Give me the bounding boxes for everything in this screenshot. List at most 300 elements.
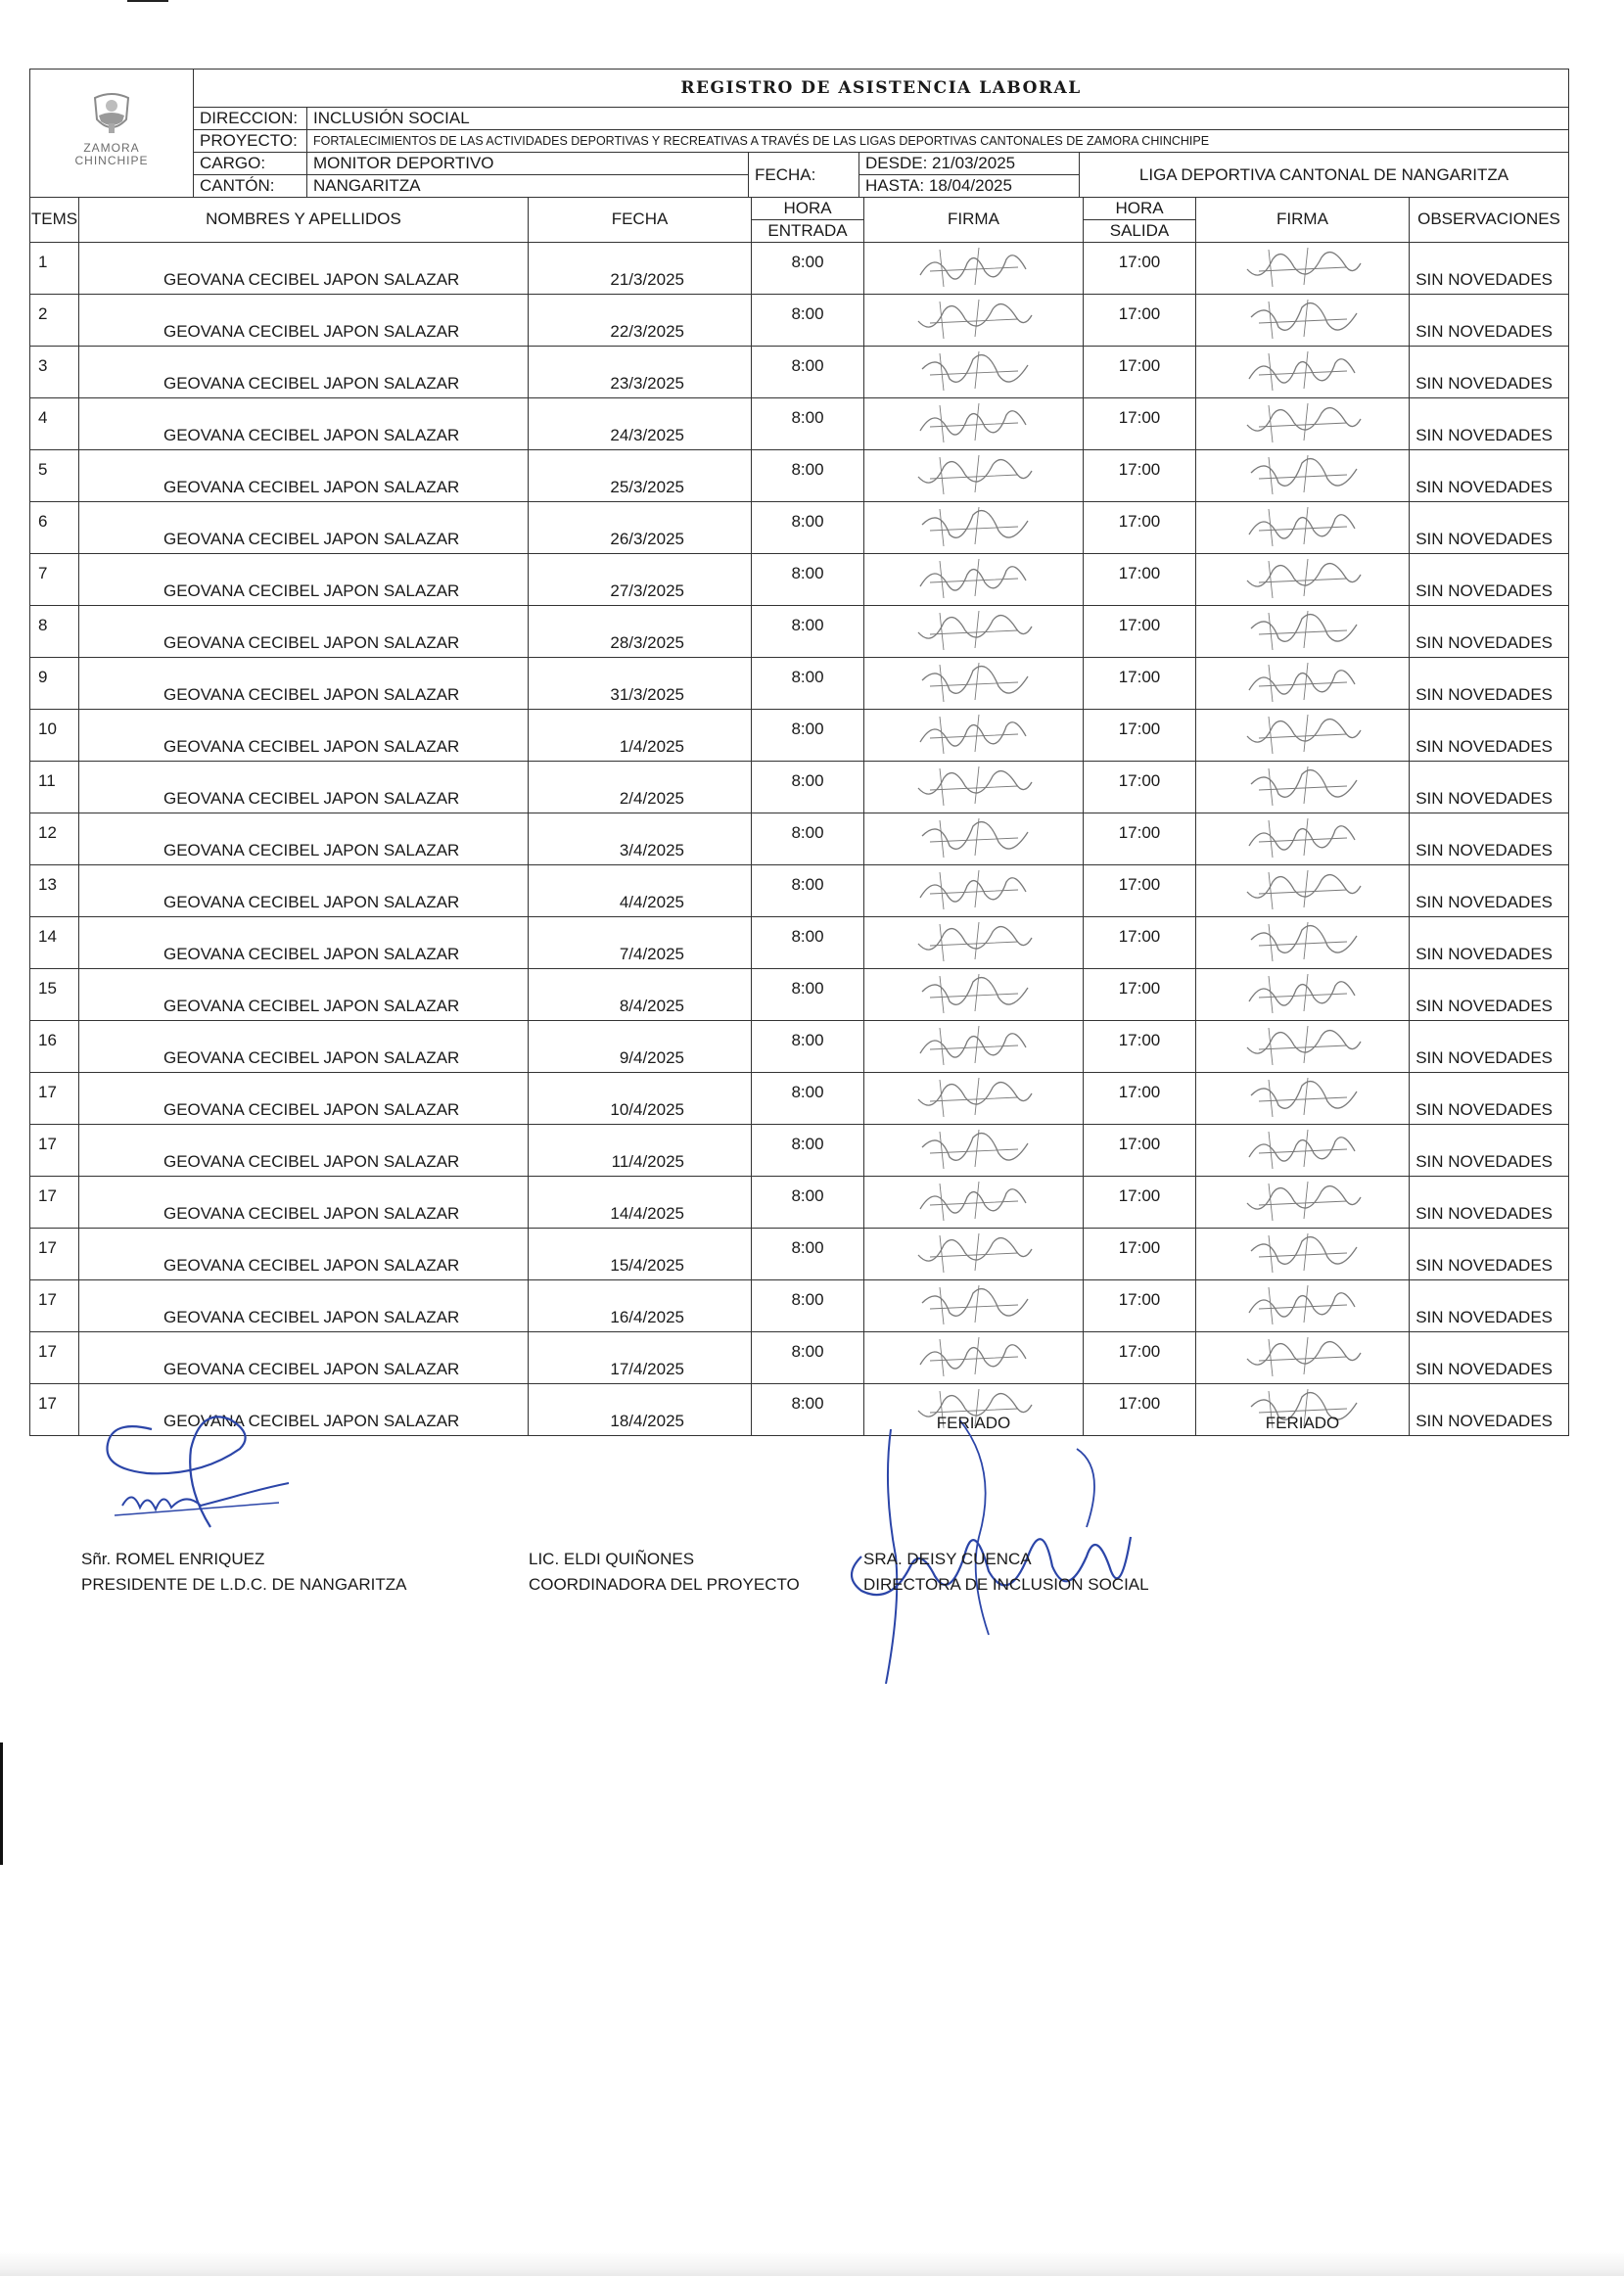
handwritten-signature-icon <box>1239 453 1367 496</box>
row-time-in <box>752 605 864 657</box>
footer-signatures <box>0 1390 1624 1703</box>
col-fecha: FECHA <box>529 197 752 242</box>
sign-out-cell <box>1196 553 1410 605</box>
row-time-out <box>1084 1331 1196 1383</box>
row-item-number <box>30 1072 79 1124</box>
row-date: 31/3/2025 <box>529 657 752 709</box>
row-time-out-text: 17:00 <box>1118 874 1161 894</box>
sign-out-cell <box>1196 1228 1410 1279</box>
row-time-in <box>752 813 864 864</box>
signatory-president <box>81 1547 407 1598</box>
handwritten-signature-icon <box>1239 557 1367 600</box>
row-name: GEOVANA CECIBEL JAPON SALAZAR <box>79 501 529 553</box>
row-item-number-text: 4 <box>38 407 48 427</box>
logo-text-line1: ZAMORA <box>83 141 140 155</box>
row-name: GEOVANA CECIBEL JAPON SALAZAR <box>79 605 529 657</box>
row-item-number-text: 1 <box>38 252 48 271</box>
handwritten-signature-icon <box>910 505 1038 548</box>
signatory-director-title: DIRECTORA DE INCLUSION SOCIAL <box>863 1575 1149 1594</box>
col-firma-entrada: FIRMA <box>864 197 1084 242</box>
row-item-number <box>30 1331 79 1383</box>
signatory-president-name: Sñr. ROMEL ENRIQUEZ <box>81 1550 265 1568</box>
row-time-out-text: 17:00 <box>1118 1237 1161 1257</box>
row-time-in-text: 8:00 <box>791 926 824 946</box>
row-date: 27/3/2025 <box>529 553 752 605</box>
handwritten-signature-icon <box>1239 1128 1367 1171</box>
row-time-in <box>752 346 864 397</box>
row-name: GEOVANA CECIBEL JAPON SALAZAR <box>79 1228 529 1279</box>
sign-out-cell <box>1196 968 1410 1020</box>
row-item-number-text: 17 <box>38 1289 57 1309</box>
row-time-in-text: 8:00 <box>791 1082 824 1101</box>
handwritten-signature-icon <box>1239 609 1367 652</box>
row-time-out-text: 17:00 <box>1118 407 1161 427</box>
sign-out-cell <box>1196 813 1410 864</box>
feriado-label: FERIADO <box>936 1413 1011 1432</box>
row-time-out-text: 17:00 <box>1118 770 1161 790</box>
row-time-out-text: 17:00 <box>1118 1393 1161 1413</box>
handwritten-signature-icon <box>910 868 1038 911</box>
handwritten-signature-icon <box>1239 246 1367 289</box>
row-date: 10/4/2025 <box>529 1072 752 1124</box>
row-date: 7/4/2025 <box>529 916 752 968</box>
handwritten-signature-icon <box>910 1180 1038 1223</box>
sign-out-cell <box>1196 1072 1410 1124</box>
row-time-out-text: 17:00 <box>1118 926 1161 946</box>
handwritten-signature-icon <box>910 609 1038 652</box>
sign-in-cell <box>864 397 1084 449</box>
row-time-in-text: 8:00 <box>791 978 824 998</box>
sign-out-cell <box>1196 501 1410 553</box>
row-item-number <box>30 1228 79 1279</box>
sign-out-cell <box>1196 605 1410 657</box>
row-item-number <box>30 864 79 916</box>
row-item-number-text: 5 <box>38 459 48 479</box>
row-time-out <box>1084 294 1196 346</box>
row-observaciones: SIN NOVEDADES <box>1410 1020 1569 1072</box>
row-time-out-text: 17:00 <box>1118 822 1161 842</box>
col-firma-salida: FIRMA <box>1196 197 1410 242</box>
row-observaciones: SIN NOVEDADES <box>1410 916 1569 968</box>
cargo-label: CARGO: <box>194 153 307 175</box>
row-item-number <box>30 761 79 813</box>
row-item-number <box>30 346 79 397</box>
sign-out-cell <box>1196 294 1410 346</box>
handwritten-signature-icon <box>910 453 1038 496</box>
scan-edge-mark <box>127 0 168 2</box>
handwritten-signature-icon <box>1239 661 1367 704</box>
row-time-out-text: 17:00 <box>1118 719 1161 738</box>
row-time-in-text: 8:00 <box>791 252 824 271</box>
row-observaciones: SIN NOVEDADES <box>1410 1124 1569 1176</box>
sign-out-cell <box>1196 1331 1410 1383</box>
attendance-sheet <box>29 69 1568 1436</box>
sign-in-cell <box>864 1176 1084 1228</box>
row-item-number <box>30 605 79 657</box>
crest-icon <box>89 90 134 137</box>
sign-out-cell <box>1196 657 1410 709</box>
handwritten-signature-icon <box>910 972 1038 1015</box>
row-time-in-text: 8:00 <box>791 1185 824 1205</box>
attendance-rows <box>30 242 1569 1435</box>
proyecto-value: FORTALECIMIENTOS DE LAS ACTIVIDADES DEPORTIVAS Y RECREATIVAS A TRAVÉS DE LAS LIGAS DEPORTIVAS CANTONALES DE ZAMORA CHINCHIPE <box>307 130 1569 153</box>
row-date: 23/3/2025 <box>529 346 752 397</box>
sign-out-cell <box>1196 864 1410 916</box>
row-name: GEOVANA CECIBEL JAPON SALAZAR <box>79 553 529 605</box>
row-time-in <box>752 916 864 968</box>
handwritten-signature-icon <box>1239 1024 1367 1067</box>
proyecto-label: PROYECTO: <box>194 130 307 153</box>
row-time-in <box>752 553 864 605</box>
sign-in-cell <box>864 294 1084 346</box>
logo-text-line2: CHINCHIPE <box>74 154 149 167</box>
scan-edge-bar <box>0 1742 3 1865</box>
row-item-number-text: 14 <box>38 926 57 946</box>
row-time-in <box>752 449 864 501</box>
sign-in-cell <box>864 1072 1084 1124</box>
row-name: GEOVANA CECIBEL JAPON SALAZAR <box>79 968 529 1020</box>
row-time-out <box>1084 1228 1196 1279</box>
row-item-number <box>30 709 79 761</box>
table-row <box>30 553 1569 605</box>
row-item-number-text: 13 <box>38 874 57 894</box>
handwritten-signature-icon <box>910 298 1038 341</box>
row-item-number-text: 17 <box>38 1185 57 1205</box>
row-time-in <box>752 1228 864 1279</box>
row-date: 11/4/2025 <box>529 1124 752 1176</box>
sign-in-cell <box>864 1020 1084 1072</box>
row-item-number-text: 17 <box>38 1082 57 1101</box>
handwritten-signature-icon <box>1239 349 1367 393</box>
table-row <box>30 1331 1569 1383</box>
desde-value: DESDE: 21/03/2025 <box>859 153 1080 175</box>
row-observaciones: SIN NOVEDADES <box>1410 1279 1569 1331</box>
row-item-number <box>30 449 79 501</box>
row-item-number <box>30 657 79 709</box>
handwritten-signature-icon <box>1239 972 1367 1015</box>
signatory-director <box>863 1547 1149 1598</box>
row-item-number <box>30 553 79 605</box>
sign-out-cell <box>1196 449 1410 501</box>
row-observaciones: SIN NOVEDADES <box>1410 709 1569 761</box>
row-time-out-text: 17:00 <box>1118 1082 1161 1101</box>
row-time-out-text: 17:00 <box>1118 459 1161 479</box>
row-observaciones: SIN NOVEDADES <box>1410 553 1569 605</box>
sign-out-cell <box>1196 916 1410 968</box>
row-time-in-text: 8:00 <box>791 407 824 427</box>
signatory-coordinator-title: COORDINADORA DEL PROYECTO <box>529 1575 800 1594</box>
row-time-out <box>1084 916 1196 968</box>
handwritten-signature-icon <box>1239 1231 1367 1275</box>
sign-out-cell <box>1196 1020 1410 1072</box>
row-time-out <box>1084 605 1196 657</box>
handwritten-signature-icon <box>910 349 1038 393</box>
canton-value: NANGARITZA <box>307 175 749 198</box>
document-title: REGISTRO DE ASISTENCIA LABORAL <box>194 70 1569 108</box>
row-observaciones: SIN NOVEDADES <box>1410 294 1569 346</box>
row-time-out <box>1084 1279 1196 1331</box>
row-time-in-text: 8:00 <box>791 303 824 323</box>
handwritten-signature-icon <box>1239 713 1367 756</box>
row-name: GEOVANA CECIBEL JAPON SALAZAR <box>79 1176 529 1228</box>
row-time-in <box>752 657 864 709</box>
table-row <box>30 346 1569 397</box>
row-time-in-text: 8:00 <box>791 667 824 686</box>
row-item-number <box>30 501 79 553</box>
row-time-out-text: 17:00 <box>1118 1185 1161 1205</box>
row-time-in-text: 8:00 <box>791 459 824 479</box>
row-time-out-text: 17:00 <box>1118 667 1161 686</box>
row-time-out <box>1084 864 1196 916</box>
row-time-in-text: 8:00 <box>791 1341 824 1361</box>
handwritten-signature-icon <box>910 1024 1038 1067</box>
handwritten-signature-icon <box>910 557 1038 600</box>
row-time-in-text: 8:00 <box>791 770 824 790</box>
liga-name: LIGA DEPORTIVA CANTONAL DE NANGARITZA <box>1080 153 1569 198</box>
row-name: GEOVANA CECIBEL JAPON SALAZAR <box>79 1124 529 1176</box>
table-row <box>30 1176 1569 1228</box>
row-observaciones: SIN NOVEDADES <box>1410 501 1569 553</box>
row-time-in-text: 8:00 <box>791 563 824 582</box>
row-observaciones: SIN NOVEDADES <box>1410 864 1569 916</box>
row-time-in <box>752 501 864 553</box>
sign-out-cell <box>1196 1124 1410 1176</box>
handwritten-signature-icon <box>1239 765 1367 808</box>
row-name: GEOVANA CECIBEL JAPON SALAZAR <box>79 657 529 709</box>
row-item-number <box>30 1020 79 1072</box>
row-time-in-text: 8:00 <box>791 1289 824 1309</box>
handwritten-signature-icon <box>910 1231 1038 1275</box>
canton-label: CANTÓN: <box>194 175 307 198</box>
row-date: 3/4/2025 <box>529 813 752 864</box>
row-time-out <box>1084 449 1196 501</box>
sign-in-cell <box>864 761 1084 813</box>
handwritten-signature-icon <box>1239 1180 1367 1223</box>
row-time-in-text: 8:00 <box>791 615 824 634</box>
table-row <box>30 709 1569 761</box>
row-name: GEOVANA CECIBEL JAPON SALAZAR <box>79 294 529 346</box>
handwritten-signature-icon <box>1239 868 1367 911</box>
row-item-number-text: 10 <box>38 719 57 738</box>
row-item-number <box>30 397 79 449</box>
sign-in-cell <box>864 346 1084 397</box>
row-date: 8/4/2025 <box>529 968 752 1020</box>
col-observaciones: OBSERVACIONES <box>1410 197 1569 242</box>
row-name: GEOVANA CECIBEL JAPON SALAZAR <box>79 1072 529 1124</box>
row-time-out-text: 17:00 <box>1118 1289 1161 1309</box>
row-time-out <box>1084 346 1196 397</box>
row-observaciones: SIN NOVEDADES <box>1410 346 1569 397</box>
row-time-in <box>752 1331 864 1383</box>
col-nombres: NOMBRES Y APELLIDOS <box>79 197 529 242</box>
handwritten-signature-icon <box>1239 1076 1367 1119</box>
handwritten-signature-icon <box>910 765 1038 808</box>
row-date: 17/4/2025 <box>529 1331 752 1383</box>
table-row <box>30 864 1569 916</box>
handwritten-signature-icon <box>910 713 1038 756</box>
row-time-in-text: 8:00 <box>791 1237 824 1257</box>
logo-cell <box>30 70 194 198</box>
sign-out-cell <box>1196 1279 1410 1331</box>
handwritten-signature-icon <box>910 1335 1038 1378</box>
row-item-number-text: 17 <box>38 1237 57 1257</box>
handwritten-signature-icon <box>910 401 1038 444</box>
sign-out-cell <box>1196 1176 1410 1228</box>
row-item-number-text: 8 <box>38 615 48 634</box>
row-date: 15/4/2025 <box>529 1228 752 1279</box>
row-time-in-text: 8:00 <box>791 1030 824 1049</box>
row-time-out-text: 17:00 <box>1118 615 1161 634</box>
row-item-number-text: 2 <box>38 303 48 323</box>
fecha-label: FECHA: <box>749 153 859 198</box>
handwritten-signature-icon <box>910 816 1038 859</box>
row-time-in <box>752 1072 864 1124</box>
handwritten-signature-icon <box>1239 920 1367 963</box>
row-item-number-text: 7 <box>38 563 48 582</box>
sign-in-cell <box>864 813 1084 864</box>
sign-out-cell <box>1196 397 1410 449</box>
row-name: GEOVANA CECIBEL JAPON SALAZAR <box>79 813 529 864</box>
sign-in-cell <box>864 553 1084 605</box>
table-row <box>30 916 1569 968</box>
signatory-president-title: PRESIDENTE DE L.D.C. DE NANGARITZA <box>81 1575 407 1594</box>
row-time-out <box>1084 397 1196 449</box>
row-observaciones: SIN NOVEDADES <box>1410 1228 1569 1279</box>
sign-in-cell <box>864 1279 1084 1331</box>
row-date: 1/4/2025 <box>529 709 752 761</box>
handwritten-signature-icon <box>910 920 1038 963</box>
row-observaciones: SIN NOVEDADES <box>1410 397 1569 449</box>
row-observaciones: SIN NOVEDADES <box>1410 657 1569 709</box>
row-time-out-text: 17:00 <box>1118 1134 1161 1153</box>
handwritten-signature-icon <box>1239 1283 1367 1326</box>
row-time-out <box>1084 553 1196 605</box>
handwritten-signature-icon <box>910 1128 1038 1171</box>
attendance-table <box>29 197 1569 1436</box>
row-time-in <box>752 1176 864 1228</box>
row-time-out-text: 17:00 <box>1118 1341 1161 1361</box>
row-name: GEOVANA CECIBEL JAPON SALAZAR <box>79 397 529 449</box>
row-time-in <box>752 709 864 761</box>
row-time-in <box>752 397 864 449</box>
row-item-number <box>30 1124 79 1176</box>
table-row <box>30 242 1569 294</box>
row-item-number <box>30 1279 79 1331</box>
sign-in-cell <box>864 968 1084 1020</box>
row-time-in-text: 8:00 <box>791 822 824 842</box>
row-name: GEOVANA CECIBEL JAPON SALAZAR <box>79 449 529 501</box>
row-observaciones: SIN NOVEDADES <box>1410 813 1569 864</box>
row-date: 16/4/2025 <box>529 1279 752 1331</box>
row-time-in-text: 8:00 <box>791 355 824 375</box>
row-item-number-text: 6 <box>38 511 48 531</box>
row-time-in <box>752 1124 864 1176</box>
row-item-number-text: 3 <box>38 355 48 375</box>
sign-in-cell <box>864 1124 1084 1176</box>
row-date: 9/4/2025 <box>529 1020 752 1072</box>
row-time-out-text: 17:00 <box>1118 511 1161 531</box>
row-observaciones: SIN NOVEDADES <box>1410 1331 1569 1383</box>
sign-in-cell <box>864 605 1084 657</box>
row-date: 26/3/2025 <box>529 501 752 553</box>
sign-in-cell <box>864 1331 1084 1383</box>
row-name: GEOVANA CECIBEL JAPON SALAZAR <box>79 864 529 916</box>
sign-out-cell <box>1196 346 1410 397</box>
row-date: 2/4/2025 <box>529 761 752 813</box>
table-row <box>30 605 1569 657</box>
row-name: GEOVANA CECIBEL JAPON SALAZAR <box>79 242 529 294</box>
signatory-coordinator-name: LIC. ELDI QUIÑONES <box>529 1550 695 1568</box>
row-time-in <box>752 1020 864 1072</box>
feriado-label: FERIADO <box>1265 1413 1340 1432</box>
row-item-number <box>30 294 79 346</box>
table-row <box>30 1228 1569 1279</box>
table-row <box>30 1124 1569 1176</box>
table-row <box>30 813 1569 864</box>
table-row <box>30 294 1569 346</box>
table-row <box>30 449 1569 501</box>
header-table <box>29 69 1569 198</box>
row-time-out <box>1084 1020 1196 1072</box>
row-date: 24/3/2025 <box>529 397 752 449</box>
row-time-out <box>1084 813 1196 864</box>
row-item-number <box>30 968 79 1020</box>
sign-in-cell <box>864 242 1084 294</box>
table-row <box>30 657 1569 709</box>
sign-in-cell <box>864 657 1084 709</box>
row-time-out-text: 17:00 <box>1118 252 1161 271</box>
row-time-out-text: 17:00 <box>1118 355 1161 375</box>
row-time-in <box>752 1279 864 1331</box>
row-item-number-text: 17 <box>38 1134 57 1153</box>
table-row <box>30 761 1569 813</box>
handwritten-signature-icon <box>1239 816 1367 859</box>
sign-in-cell <box>864 1228 1084 1279</box>
direccion-label: DIRECCION: <box>194 108 307 130</box>
col-items: TEMS <box>30 197 79 242</box>
row-date: 18/4/2025 <box>529 1383 752 1435</box>
row-observaciones: SIN NOVEDADES <box>1410 1072 1569 1124</box>
zamora-chinchipe-crest-icon <box>58 84 165 182</box>
row-date: 22/3/2025 <box>529 294 752 346</box>
row-time-out-text: 17:00 <box>1118 563 1161 582</box>
row-time-in-text: 8:00 <box>791 1134 824 1153</box>
row-time-out <box>1084 761 1196 813</box>
col-hora-entrada-top: HORA <box>752 197 864 219</box>
row-item-number <box>30 813 79 864</box>
col-hora-salida-top: HORA <box>1084 197 1196 219</box>
row-time-in-text: 8:00 <box>791 1393 824 1413</box>
row-time-out <box>1084 968 1196 1020</box>
row-time-out-text: 17:00 <box>1118 303 1161 323</box>
row-observaciones: SIN NOVEDADES <box>1410 968 1569 1020</box>
handwritten-signature-icon <box>1239 1335 1367 1378</box>
row-observaciones: SIN NOVEDADES <box>1410 1176 1569 1228</box>
row-observaciones: SIN NOVEDADES <box>1410 1383 1569 1435</box>
row-time-out-text: 17:00 <box>1118 978 1161 998</box>
row-name: GEOVANA CECIBEL JAPON SALAZAR <box>79 1331 529 1383</box>
sign-in-cell <box>864 709 1084 761</box>
row-name: GEOVANA CECIBEL JAPON SALAZAR <box>79 346 529 397</box>
row-name: GEOVANA CECIBEL JAPON SALAZAR <box>79 1383 529 1435</box>
row-time-in-text: 8:00 <box>791 511 824 531</box>
president-signature-icon <box>93 1390 308 1556</box>
row-time-in-text: 8:00 <box>791 874 824 894</box>
handwritten-signature-icon <box>910 661 1038 704</box>
col-hora-entrada-bottom: ENTRADA <box>752 219 864 242</box>
row-name: GEOVANA CECIBEL JAPON SALAZAR <box>79 916 529 968</box>
row-time-out <box>1084 1124 1196 1176</box>
